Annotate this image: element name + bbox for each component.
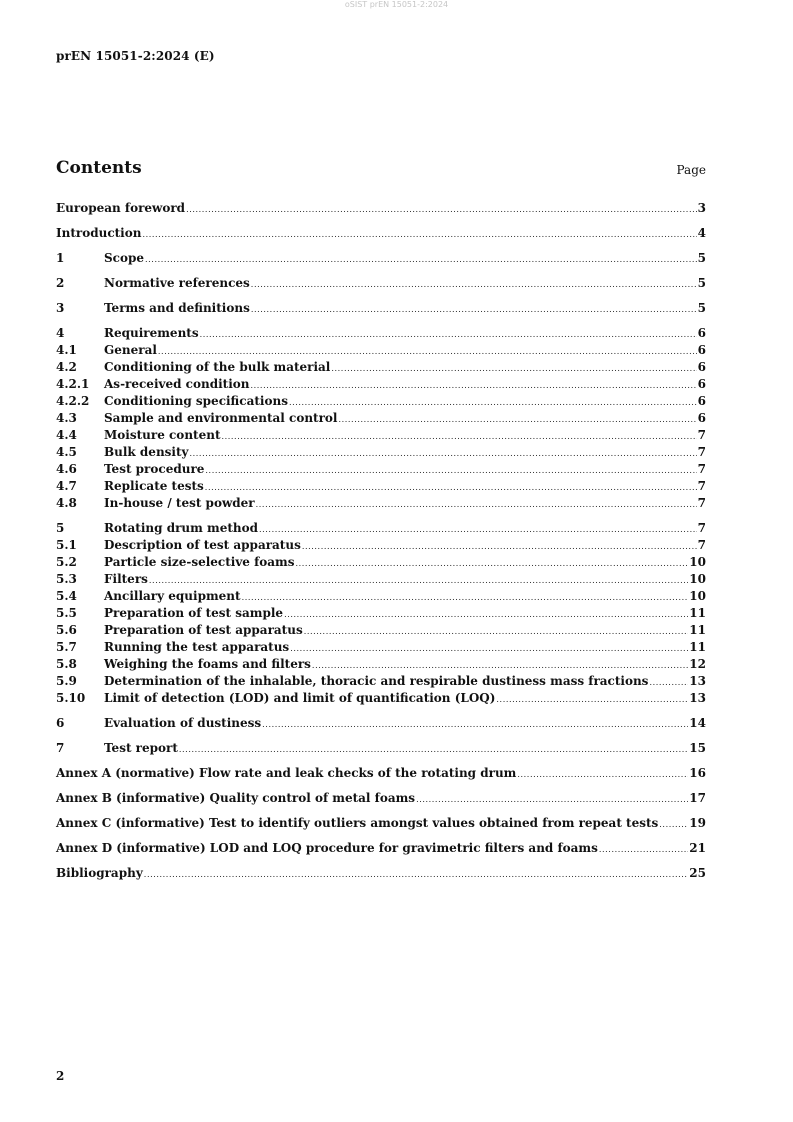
toc-entry-title: Weighing the foams and filters — [104, 657, 311, 671]
toc-entry-page: 3 — [697, 201, 706, 215]
toc-entry-title: Moisture content — [104, 428, 221, 442]
toc-entry-title: Annex C (informative) Test to identify outliers amongst values obtained from repeat tests — [56, 816, 659, 830]
toc-leader-dots — [338, 411, 696, 428]
toc-entry-page: 21 — [689, 841, 706, 855]
toc-entry-page: 6 — [697, 343, 706, 357]
toc-entry-page: 6 — [697, 394, 706, 408]
toc-entry-number: 5 — [56, 521, 65, 535]
toc-entry-number: 2 — [56, 276, 65, 290]
toc-leader-dots — [142, 226, 696, 243]
toc-leader-dots — [312, 657, 688, 674]
toc-entry-number: 4.5 — [56, 445, 77, 459]
toc-leader-dots — [416, 791, 688, 808]
toc-entry[interactable] — [56, 571, 706, 588]
toc-entry-number: 4.1 — [56, 343, 77, 357]
toc-entry-page: 10 — [689, 589, 706, 603]
toc-leader-dots — [190, 445, 697, 462]
toc-entry-number: 5.5 — [56, 606, 77, 620]
toc-leader-dots — [284, 606, 688, 623]
toc-leader-dots — [144, 866, 689, 883]
toc-entry[interactable] — [56, 200, 706, 217]
toc-entry[interactable] — [56, 461, 706, 478]
toc-leader-dots — [331, 360, 696, 377]
toc-entry-title: As-received condition — [104, 377, 250, 391]
toc-entry[interactable] — [56, 520, 706, 537]
toc-entry-number: 4.8 — [56, 496, 77, 510]
toc-leader-dots — [158, 343, 697, 360]
toc-entry-title: Determination of the inhalable, thoracic and respirable dustiness mass fractions — [104, 674, 649, 688]
table-of-contents — [56, 200, 706, 882]
contents-heading: Contents — [56, 158, 142, 178]
toc-leader-dots — [149, 572, 688, 589]
toc-leader-dots — [251, 276, 697, 293]
toc-entry-page: 25 — [689, 866, 706, 880]
toc-leader-dots — [259, 521, 697, 538]
toc-entry-title: Evaluation of dustiness — [104, 716, 262, 730]
toc-entry-page: 17 — [689, 791, 706, 805]
toc-entry[interactable] — [56, 622, 706, 639]
toc-leader-dots — [302, 538, 697, 555]
toc-entry-page: 7 — [697, 521, 706, 535]
toc-entry-page: 7 — [697, 428, 706, 442]
toc-entry-title: Sample and environmental control — [104, 411, 338, 425]
toc-leader-dots — [221, 428, 696, 445]
toc-leader-dots — [205, 462, 696, 479]
toc-entry-number: 5.9 — [56, 674, 77, 688]
toc-leader-dots — [290, 640, 688, 657]
toc-entry-title: Filters — [104, 572, 148, 586]
toc-entry-page: 7 — [697, 479, 706, 493]
toc-entry-title: Limit of detection (LOD) and limit of quantification (LOQ) — [104, 691, 496, 705]
toc-entry[interactable] — [56, 865, 706, 882]
toc-entry-page: 7 — [697, 496, 706, 510]
toc-entry-page: 4 — [697, 226, 706, 240]
toc-leader-dots — [179, 741, 688, 758]
toc-leader-dots — [296, 555, 689, 572]
document-id: prEN 15051-2:2024 (E) — [56, 49, 215, 63]
toc-entry[interactable] — [56, 790, 706, 807]
toc-leader-dots — [289, 394, 697, 411]
toc-entry-page: 6 — [697, 377, 706, 391]
toc-entry-title: Scope — [104, 251, 145, 265]
toc-entry-page: 6 — [697, 411, 706, 425]
toc-entry-title: Conditioning specifications — [104, 394, 288, 408]
toc-entry[interactable] — [56, 537, 706, 554]
toc-entry-title: Annex B (informative) Quality control of metal foams — [56, 791, 416, 805]
toc-entry-page: 7 — [697, 445, 706, 459]
toc-entry-number: 5.8 — [56, 657, 77, 671]
toc-entry-title: Test report — [104, 741, 178, 755]
toc-entry-title: Bulk density — [104, 445, 189, 459]
toc-entry[interactable] — [56, 588, 706, 605]
toc-entry[interactable] — [56, 765, 706, 782]
toc-entry-page: 11 — [689, 606, 706, 620]
toc-leader-dots — [145, 251, 697, 268]
toc-entry-page: 15 — [689, 741, 706, 755]
toc-entry-number: 5.2 — [56, 555, 77, 569]
toc-entry-number: 4.4 — [56, 428, 77, 442]
toc-entry[interactable] — [56, 325, 706, 342]
toc-entry-page: 16 — [689, 766, 706, 780]
toc-entry[interactable] — [56, 376, 706, 393]
toc-entry-title: Rotating drum method — [104, 521, 258, 535]
toc-entry-number: 5.4 — [56, 589, 77, 603]
toc-leader-dots — [242, 589, 689, 606]
toc-entry-title: Annex D (informative) LOD and LOQ procedure for gravimetric filters and foams — [56, 841, 598, 855]
toc-entry-title: General — [104, 343, 157, 357]
toc-leader-dots — [251, 301, 697, 318]
toc-entry-page: 7 — [697, 462, 706, 476]
toc-entry[interactable] — [56, 815, 706, 832]
toc-entry-page: 5 — [697, 301, 706, 315]
toc-entry-page: 19 — [689, 816, 706, 830]
toc-entry[interactable] — [56, 673, 706, 690]
toc-entry[interactable] — [56, 300, 706, 317]
toc-entry-number: 7 — [56, 741, 65, 755]
toc-entry[interactable] — [56, 225, 706, 242]
toc-entry-number: 4.2.1 — [56, 377, 90, 391]
toc-entry-number: 5.3 — [56, 572, 77, 586]
toc-entry[interactable] — [56, 740, 706, 757]
toc-entry-number: 5.1 — [56, 538, 77, 552]
toc-entry[interactable] — [56, 656, 706, 673]
toc-entry-number: 5.10 — [56, 691, 86, 705]
toc-leader-dots — [186, 201, 697, 218]
toc-entry-number: 4.2 — [56, 360, 77, 374]
toc-entry-page: 6 — [697, 360, 706, 374]
toc-leader-dots — [262, 716, 688, 733]
toc-entry-page: 13 — [689, 691, 706, 705]
toc-entry[interactable] — [56, 359, 706, 376]
toc-leader-dots — [251, 377, 697, 394]
toc-entry-title: Test procedure — [104, 462, 205, 476]
toc-entry-number: 5.7 — [56, 640, 77, 654]
toc-entry-number: 1 — [56, 251, 65, 265]
toc-entry-page: 11 — [689, 640, 706, 654]
toc-entry-page: 11 — [689, 623, 706, 637]
toc-entry[interactable] — [56, 410, 706, 427]
toc-entry-page: 5 — [697, 251, 706, 265]
toc-entry-title: Preparation of test apparatus — [104, 623, 303, 637]
toc-entry-number: 4.3 — [56, 411, 77, 425]
toc-entry[interactable] — [56, 250, 706, 267]
toc-entry-title: European foreword — [56, 201, 186, 215]
toc-entry-number: 4 — [56, 326, 65, 340]
toc-entry[interactable] — [56, 495, 706, 512]
toc-entry-title: Bibliography — [56, 866, 143, 880]
toc-entry-page: 14 — [689, 716, 706, 730]
toc-entry-page: 10 — [689, 555, 706, 569]
toc-entry[interactable] — [56, 840, 706, 857]
toc-entry-number: 3 — [56, 301, 65, 315]
toc-entry-page: 12 — [689, 657, 706, 671]
toc-entry-page: 6 — [697, 326, 706, 340]
toc-entry[interactable] — [56, 715, 706, 732]
toc-entry-number: 5.6 — [56, 623, 77, 637]
toc-entry[interactable] — [56, 478, 706, 495]
toc-entry-title: Replicate tests — [104, 479, 204, 493]
toc-entry-number: 4.6 — [56, 462, 77, 476]
toc-leader-dots — [649, 674, 688, 691]
toc-entry-page: 7 — [697, 538, 706, 552]
toc-entry-number: 4.2.2 — [56, 394, 90, 408]
toc-entry-title: Running the test apparatus — [104, 640, 290, 654]
toc-entry-title: Terms and definitions — [104, 301, 250, 315]
toc-entry[interactable] — [56, 393, 706, 410]
toc-entry-title: Description of test apparatus — [104, 538, 301, 552]
toc-entry-title: Annex A (normative) Flow rate and leak checks of the rotating drum — [56, 766, 517, 780]
toc-entry-title: Requirements — [104, 326, 199, 340]
toc-entry[interactable] — [56, 639, 706, 656]
toc-entry-title: Introduction — [56, 226, 142, 240]
toc-entry-title: Conditioning of the bulk material — [104, 360, 331, 374]
page-number: 2 — [56, 1069, 65, 1083]
toc-entry[interactable] — [56, 275, 706, 292]
toc-entry[interactable] — [56, 554, 706, 571]
toc-entry-number: 4.7 — [56, 479, 77, 493]
toc-entry[interactable] — [56, 342, 706, 359]
toc-entry-title: Particle size-selective foams — [104, 555, 295, 569]
toc-entry-page: 5 — [697, 276, 706, 290]
toc-entry-title: Normative references — [104, 276, 250, 290]
toc-leader-dots — [659, 816, 688, 833]
toc-leader-dots — [599, 841, 688, 858]
page-column-label: Page — [676, 163, 706, 177]
toc-entry-title: Ancillary equipment — [104, 589, 241, 603]
toc-leader-dots — [256, 496, 697, 513]
toc-entry-page: 13 — [689, 674, 706, 688]
watermark: oSIST prEN 15051-2:2024 — [344, 0, 449, 9]
toc-entry-number: 6 — [56, 716, 65, 730]
toc-leader-dots — [304, 623, 689, 640]
toc-entry-page: 10 — [689, 572, 706, 586]
toc-entry[interactable] — [56, 690, 706, 707]
toc-entry[interactable] — [56, 605, 706, 622]
toc-entry-title: In-house / test powder — [104, 496, 255, 510]
toc-leader-dots — [517, 766, 688, 783]
toc-entry[interactable] — [56, 444, 706, 461]
toc-leader-dots — [496, 691, 688, 708]
toc-entry-title: Preparation of test sample — [104, 606, 284, 620]
toc-leader-dots — [200, 326, 697, 343]
toc-entry[interactable] — [56, 427, 706, 444]
toc-leader-dots — [205, 479, 697, 496]
